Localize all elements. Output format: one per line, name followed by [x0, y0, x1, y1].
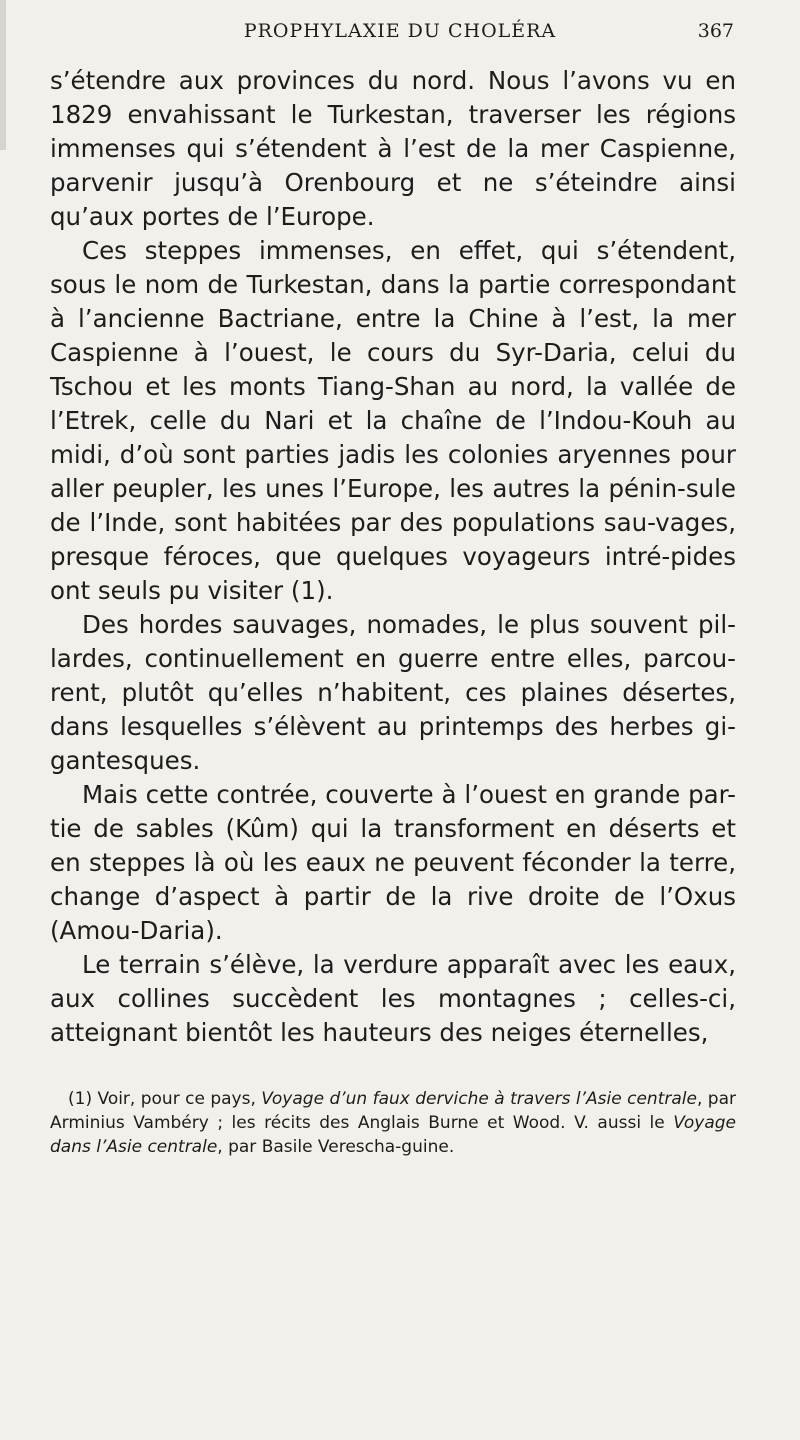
footnote-marker: (1) — [68, 1089, 93, 1109]
footnote-title: Voyage d’un faux derviche à travers l’Asie centrale — [261, 1089, 697, 1109]
running-title: PROPHYLAXIE DU CHOLÉRA — [243, 20, 557, 42]
page-number: 367 — [697, 20, 734, 42]
paragraph: Des hordes sauvages, nomades, le plus souvent pil-lardes, continuellement en guerre entre elles, parcou-rent, plutôt qu’elles n’habitent, ces plaines désertes, dans lesquelles s’élèvent au printemps des herbes gi-gantesques. — [50, 610, 736, 775]
footnote-text: , par Arminius Vambéry ; les récits des Anglais Burne et Wood. V. aussi le — [50, 1089, 736, 1133]
paragraph: s’étendre aux provinces du nord. Nous l’avons vu en 1829 envahissant le Turkestan, traverser les régions immenses qui s’étendent à l’est de la mer Caspienne, parvenir jusqu’à Orenbourg et ne s’éteindre ainsi qu’aux portes de l’Europe. — [50, 66, 736, 231]
footnote-text: Voir, pour ce pays, — [92, 1089, 262, 1109]
footnote-title: Voyage dans l’Asie centrale — [50, 1113, 736, 1157]
paragraph: Ces steppes immenses, en effet, qui s’étendent, sous le nom de Turkestan, dans la partie correspondant à l’ancienne Bactriane, entre la Chine à l’est, la mer Caspienne à l’ouest, le cours du Syr-Daria, celui du Tschou et les monts Tiang-Shan au nord, la vallée de l’Etrek, celle du Nari et la chaîne de l’Indou-Kouh au midi, d’où sont parties jadis les colonies aryennes pour aller peupler, les unes l’Europe, les autres la pénin-sule de l’Inde, sont habitées par des populations sau-vages, presque féroces, que quelques voyageurs intré-pides ont seuls pu visiter (1). — [50, 236, 736, 605]
footnote-text: , par Basile Verescha-guine. — [217, 1137, 455, 1157]
footnote — [50, 1087, 736, 1159]
main-text — [50, 64, 736, 1050]
page-edge — [0, 0, 6, 150]
paragraph: Le terrain s’élève, la verdure apparaît avec les eaux, aux collines succèdent les montagnes ; celles-ci, atteignant bientôt les hauteurs des neiges éternelles, — [50, 950, 736, 1047]
paragraph: Mais cette contrée, couverte à l’ouest en grande par-tie de sables (Kûm) qui la transforment en déserts et en steppes là où les eaux ne peuvent féconder la terre, change d’aspect à partir de la rive droite de l’Oxus (Amou-Daria). — [50, 780, 736, 945]
